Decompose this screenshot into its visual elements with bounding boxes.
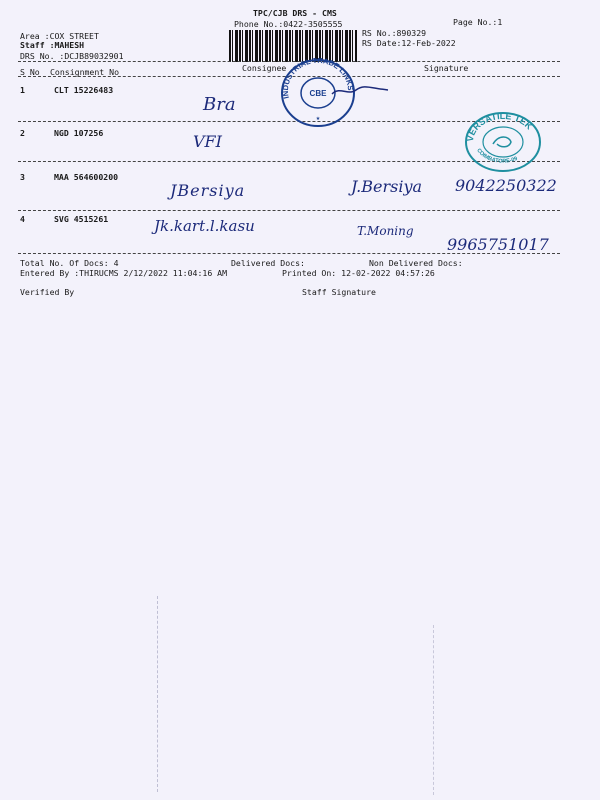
staff-signature: Staff Signature	[302, 287, 376, 297]
printed-on: Printed On: 12-02-2022 04:57:26	[282, 268, 435, 278]
scan-artifact-line	[433, 625, 434, 795]
svg-text:CBE: CBE	[309, 89, 327, 98]
handwritten-consignee: VFI	[193, 132, 222, 151]
col-sno: S No	[20, 67, 40, 77]
svg-text:★: ★	[315, 114, 321, 122]
handwritten-signature: J.Bersiya	[351, 177, 423, 196]
handwritten-phone: 9042250322	[455, 176, 557, 195]
row-sno: 2	[20, 128, 25, 138]
row-sno: 4	[20, 214, 25, 224]
verified-by: Verified By	[20, 287, 75, 297]
row-sno: 1	[20, 85, 25, 95]
versatile-tek-stamp	[463, 110, 543, 174]
col-signature: Signature	[424, 63, 469, 73]
row-consignment: MAA 564600200	[54, 172, 119, 182]
svg-text:COIMBATORE-09: COIMBATORE-09	[475, 147, 519, 165]
row-consignment: CLT 15226483	[54, 85, 114, 95]
area-label: Area :COX STREET	[20, 31, 99, 41]
total-docs: Total No. Of Docs: 4	[20, 258, 119, 268]
rs-number: RS No.:890329	[362, 28, 427, 38]
signature-scribble	[330, 84, 390, 98]
handwritten-consignee: Jk.kart.l.kasu	[154, 217, 255, 235]
divider	[18, 253, 560, 254]
row-consignment: NGD 107256	[54, 128, 104, 138]
handwritten-phone: 9965751017	[447, 235, 549, 254]
col-consignee: Consignee	[242, 63, 287, 73]
entered-by: Entered By :THIRUCMS 2/12/2022 11:04:16 AM	[20, 268, 228, 278]
handwritten-consignee: JBersiya	[170, 181, 246, 200]
report-title: TPC/CJB DRS - CMS	[253, 8, 337, 18]
row-sno: 3	[20, 172, 25, 182]
svg-text:INDUSTRIAL TRADE LINKS: INDUSTRIAL TRADE LINKS	[280, 58, 356, 100]
rs-date: RS Date:12-Feb-2022	[362, 38, 456, 48]
phone-number: Phone No.:0422-3505555	[234, 19, 343, 29]
handwritten-signature: T.Moning	[357, 224, 414, 238]
col-consignment: Consignment No	[50, 67, 120, 77]
drs-number: DRS No. :DCJB89032901	[20, 51, 124, 61]
page-number: Page No.:1	[453, 17, 503, 27]
svg-text:VERSATILE TEK: VERSATILE TEK	[464, 110, 535, 143]
non-delivered-docs: Non Delivered Docs:	[369, 258, 463, 268]
divider	[18, 210, 560, 211]
row-consignment: SVG 4515261	[54, 214, 109, 224]
scan-artifact-line	[157, 596, 158, 792]
handwritten-consignee: Bra	[203, 94, 236, 115]
staff-label: Staff :MAHESH	[20, 40, 85, 50]
delivered-docs: Delivered Docs:	[231, 258, 305, 268]
